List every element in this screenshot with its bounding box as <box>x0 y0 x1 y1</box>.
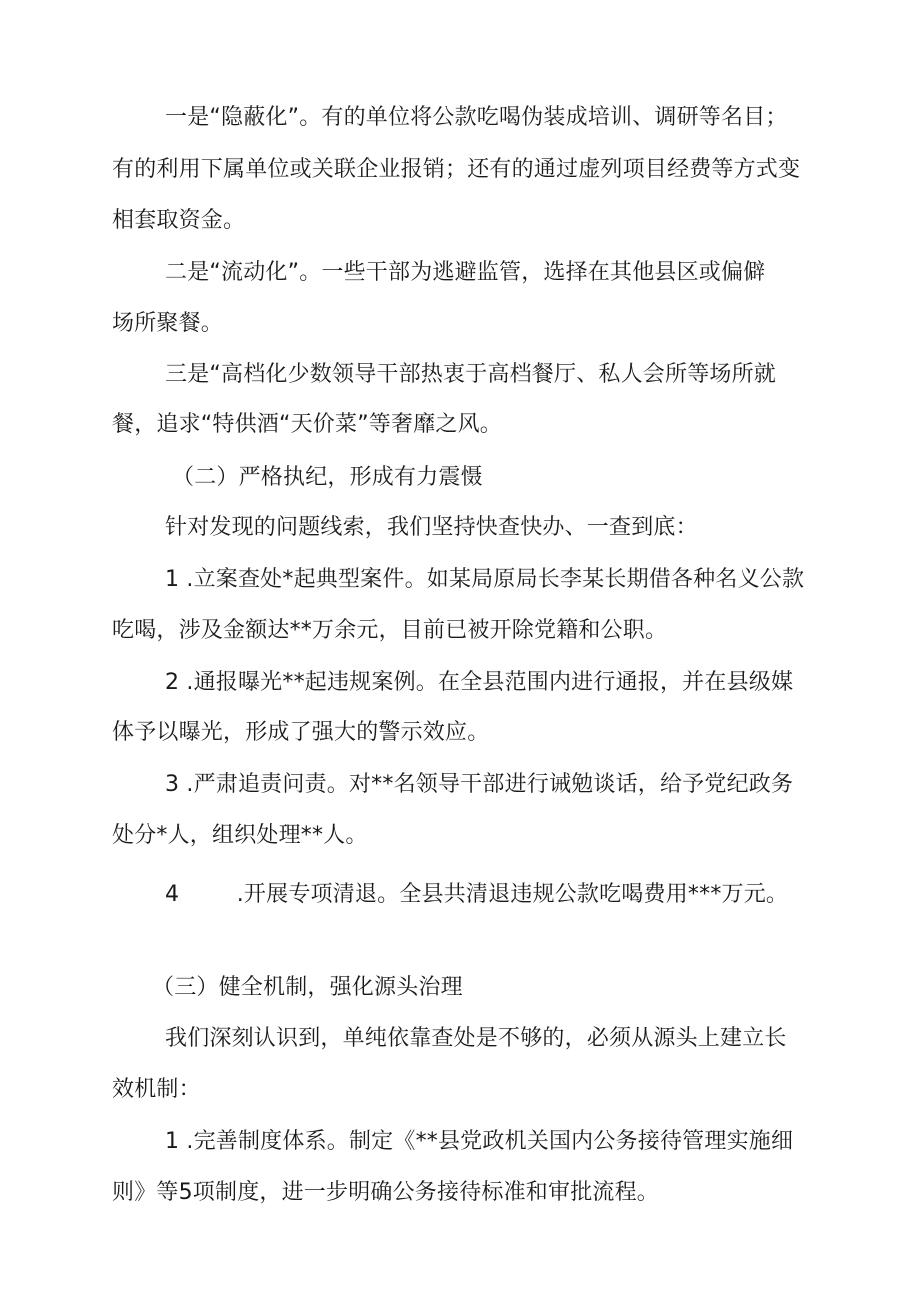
list-item-line: 体予以曝光，形成了强大的警示效应。 <box>112 720 490 745</box>
paragraph-line: 有的利用下属单位或关联企业报销；还有的通过虚列项目经费等方式变 <box>112 157 801 182</box>
paragraph-line: 场所聚餐。 <box>112 311 224 336</box>
paragraph-line: 效机制： <box>112 1077 201 1102</box>
list-item-line: 2 .通报曝光**起违规案例。在全县范围内进行通报，并在县级媒 <box>165 670 794 695</box>
paragraph-line: 一是“隐蔽化”。有的单位将公款吃喝伪装成培训、调研等名目； <box>165 105 788 130</box>
paragraph-line: 三是“高档化少数领导干部热衷于高档餐厅、私人会所等场所就 <box>165 362 776 387</box>
list-item-line: 1 .完善制度体系。制定《**县党政机关国内公务接待管理实施细 <box>165 1129 794 1154</box>
list-item-line: 1 .立案查处*起典型案件。如某局原局长李某长期借各种名义公款 <box>165 567 805 592</box>
list-item-line: 则》等5项制度，进一步明确公务接待标准和审批流程。 <box>112 1180 659 1205</box>
list-item-line: 3 .严肃追责问责。对**名领导干部进行诫勉谈话，给予党纪政务 <box>165 772 794 797</box>
paragraph-line: 我们深刻认识到，单纯依靠查处是不够的，必须从源头上建立长 <box>165 1026 787 1051</box>
paragraph-line: 二是“流动化”。一些干部为逃避监管，选择在其他县区或偏僻 <box>165 260 766 285</box>
list-item-line: 4 .开展专项清退。全县共清退违规公款吃喝费用***万元。 <box>165 882 789 907</box>
paragraph-line: 针对发现的问题线索，我们坚持快查快办、一查到底： <box>165 515 698 540</box>
section-heading: （二）严格执纪，形成有力震慑 <box>172 465 483 490</box>
section-heading: （三）健全机制，强化源头治理 <box>152 975 463 1000</box>
list-item-line: 吃喝，涉及金额达**万余元，目前已被开除党籍和公职。 <box>112 618 668 643</box>
paragraph-line: 餐，追求“特供酒“天价菜”等奢靡之风。 <box>112 412 502 437</box>
list-item-line: 处分*人，组织处理**人。 <box>112 823 368 848</box>
paragraph-line: 相套取资金。 <box>112 208 246 233</box>
